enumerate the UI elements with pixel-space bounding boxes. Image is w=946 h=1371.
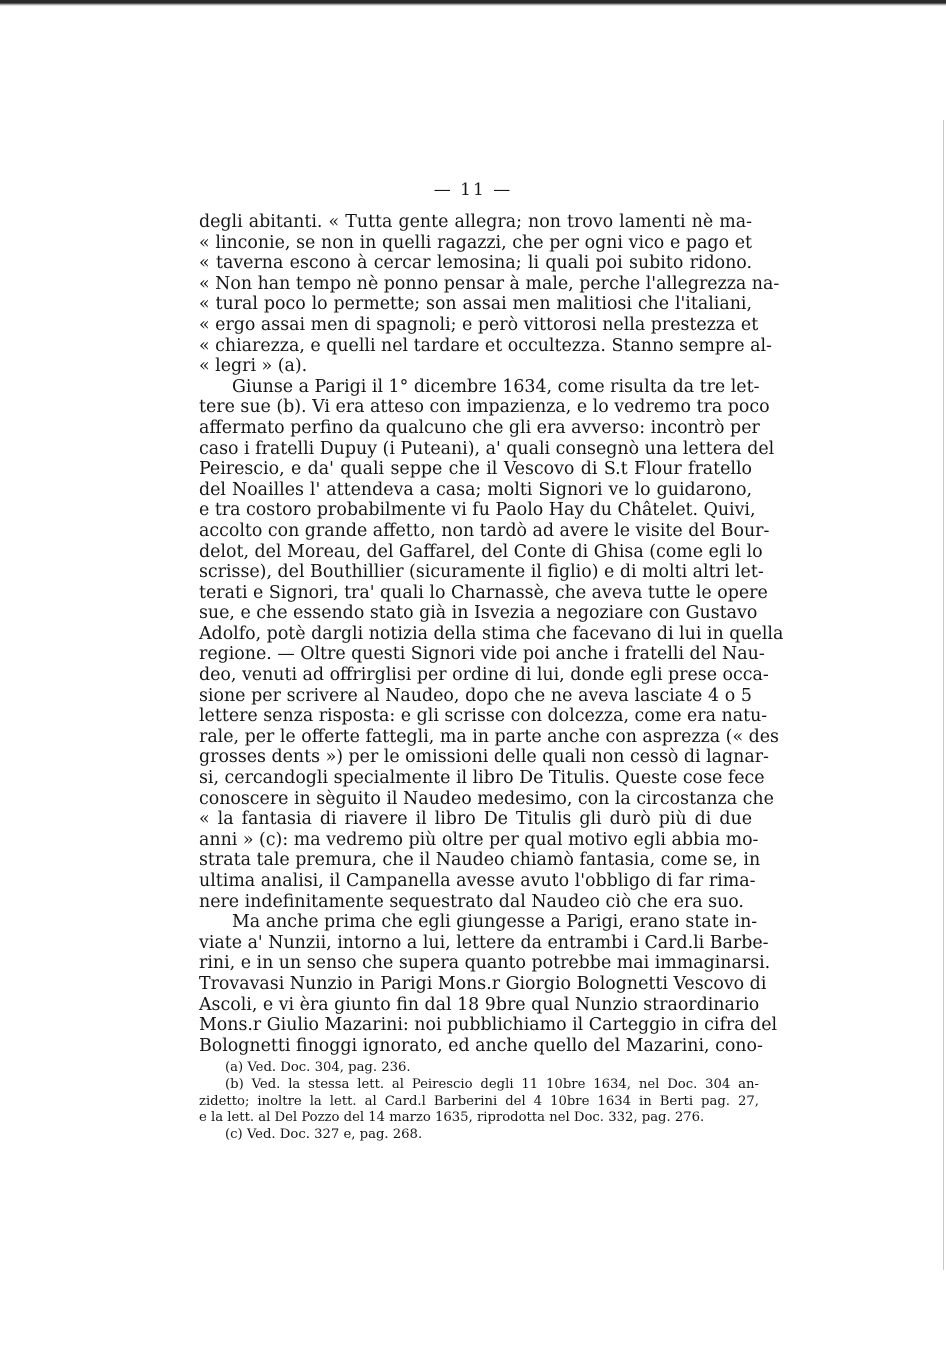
- body-line: tere sue (b). Vi era atteso con impazienza, e lo vedremo tra poco: [199, 397, 770, 418]
- body-line: si, cercandogli specialmente il libro De Titulis. Queste cose fece: [199, 768, 765, 789]
- body-line: degli abitanti. « Tutta gente allegra; non trovo lamenti nè ma-: [199, 212, 752, 232]
- footnote-line: (a) Ved. Doc. 304, pag. 236.: [225, 1060, 411, 1075]
- body-line: « Non han tempo nè ponno pensar à male, perche l'allegrezza na-: [199, 273, 780, 294]
- body-text: [199, 212, 784, 1056]
- body-line: « linconie, se non in quelli ragazzi, che per ogni vico e pago et: [199, 232, 752, 253]
- body-line: deo, venuti ad offrirglisi per ordine di lui, donde egli prese occa-: [199, 665, 769, 686]
- body-line: regione. — Oltre questi Signori vide poi anche i fratelli del Nau-: [199, 644, 765, 665]
- body-line: strata tale premura, che il Naudeo chiamò fantasia, come se, in: [199, 850, 761, 871]
- scan-top-edge: [0, 0, 946, 6]
- body-line: ultima analisi, il Campanella avesse avuto l'obbligo di far rima-: [199, 871, 756, 891]
- body-line: accolto con grande affetto, non tardò ad avere le visite del Bour-: [199, 520, 770, 541]
- body-line: Ma anche prima che egli giungesse a Parigi, erano state in-: [232, 912, 758, 933]
- body-line: viate a' Nunzii, intorno a lui, lettere da entrambi i Card.li Barbe-: [199, 932, 769, 953]
- footnote-line: e la lett. al Del Pozzo del 14 marzo 1635, riprodotta nel Doc. 332, pag. 276.: [199, 1110, 705, 1126]
- body-line: e tra costoro probabilmente vi fu Paolo Hay du Châtelet. Quivi,: [199, 500, 756, 521]
- footnote-line: zidetto; inoltre la lett. al Card.l Barberini del 4 10bre 1634 in Berti pag. 27,: [199, 1093, 759, 1109]
- body-line: Mons.r Giulio Mazarini: noi pubblichiamo il Carteggio in cifra del: [199, 1015, 778, 1036]
- page-number: — 11 —: [433, 180, 513, 200]
- body-line: terati e Signori, tra' quali lo Charnassè, che aveva tutte le opere: [199, 582, 768, 603]
- body-line: « ergo assai men di spagnoli; e però vittorosi nella prestezza et: [199, 314, 759, 335]
- body-line: « la fantasia di riavere il libro De Titulis gli durò più di due: [199, 809, 752, 830]
- body-line: « tural poco lo permette; son assai men malitiosi che l'italiani,: [199, 294, 752, 315]
- body-line: « chiarezza, e quelli nel tardare et occultezza. Stanno sempre al-: [199, 335, 772, 356]
- body-line: conoscere in sèguito il Naudeo medesimo, con la circostanza che: [199, 788, 774, 809]
- body-line: Ascoli, e vi èra giunto fin dal 18 9bre qual Nunzio straordinario: [199, 994, 760, 1015]
- body-line: Giunse a Parigi il 1° dicembre 1634, come risulta da tre let-: [232, 376, 760, 397]
- body-line: caso i fratelli Dupuy (i Puteani), a' quali consegnò una lettera del: [199, 438, 775, 459]
- body-line: Peirescio, e da' quali seppe che il Vescovo di S.t Flour fratello: [199, 459, 752, 480]
- footnotes: [199, 1060, 759, 1144]
- body-line: « taverna escono à cercar lemosina; li quali poi subito ridono.: [199, 253, 752, 274]
- body-line: grosses dents ») per le omissioni delle quali non cessò di lagnar-: [199, 747, 769, 768]
- body-line: Adolfo, potè dargli notizia della stima che facevano di lui in quella: [199, 623, 784, 644]
- body-line: nere indefinitamente sequestrato dal Naudeo ciò che era suo.: [199, 891, 744, 912]
- footnote-line: (c) Ved. Doc. 327 e, pag. 268.: [225, 1127, 423, 1143]
- body-line: scrisse), del Bouthillier (sicuramente il figlio) e di molti altri let-: [199, 562, 764, 583]
- body-line: del Noailles l' attendeva a casa; molti Signori ve lo guidarono,: [199, 479, 752, 500]
- body-line: Bolognetti finoggi ignorato, ed anche quello del Mazarini, cono-: [199, 1035, 763, 1056]
- body-line: sione per scrivere al Naudeo, dopo che ne aveva lasciate 4 o 5: [199, 685, 752, 706]
- body-line: rini, e in un senso che supera quanto potrebbe mai immaginarsi.: [199, 953, 771, 974]
- body-line: rale, per le offerte fattegli, ma in parte anche con asprezza (« des: [199, 726, 779, 747]
- footnote-line: (b) Ved. la stessa lett. al Peirescio degli 11 10bre 1634, nel Doc. 304 an-: [225, 1076, 759, 1092]
- body-line: sue, e che essendo stato già in Isvezia a negoziare con Gustavo: [199, 603, 758, 624]
- body-line: anni » (c): ma vedremo più oltre per qual motivo egli abbia mo-: [199, 829, 759, 850]
- body-line: « legri » (a).: [199, 356, 308, 377]
- body-line: lettere senza risposta: e gli scrisse con dolcezza, come era natu-: [199, 706, 768, 727]
- scan-right-edge: [943, 120, 944, 1270]
- body-line: delot, del Moreau, del Gaffarel, del Conte di Ghisa (come egli lo: [199, 541, 763, 562]
- body-line: Trovavasi Nunzio in Parigi Mons.r Giorgio Bolognetti Vescovo di: [199, 973, 767, 994]
- body-line: affermato perfino da qualcuno che gli era avverso: incontrò per: [199, 417, 760, 438]
